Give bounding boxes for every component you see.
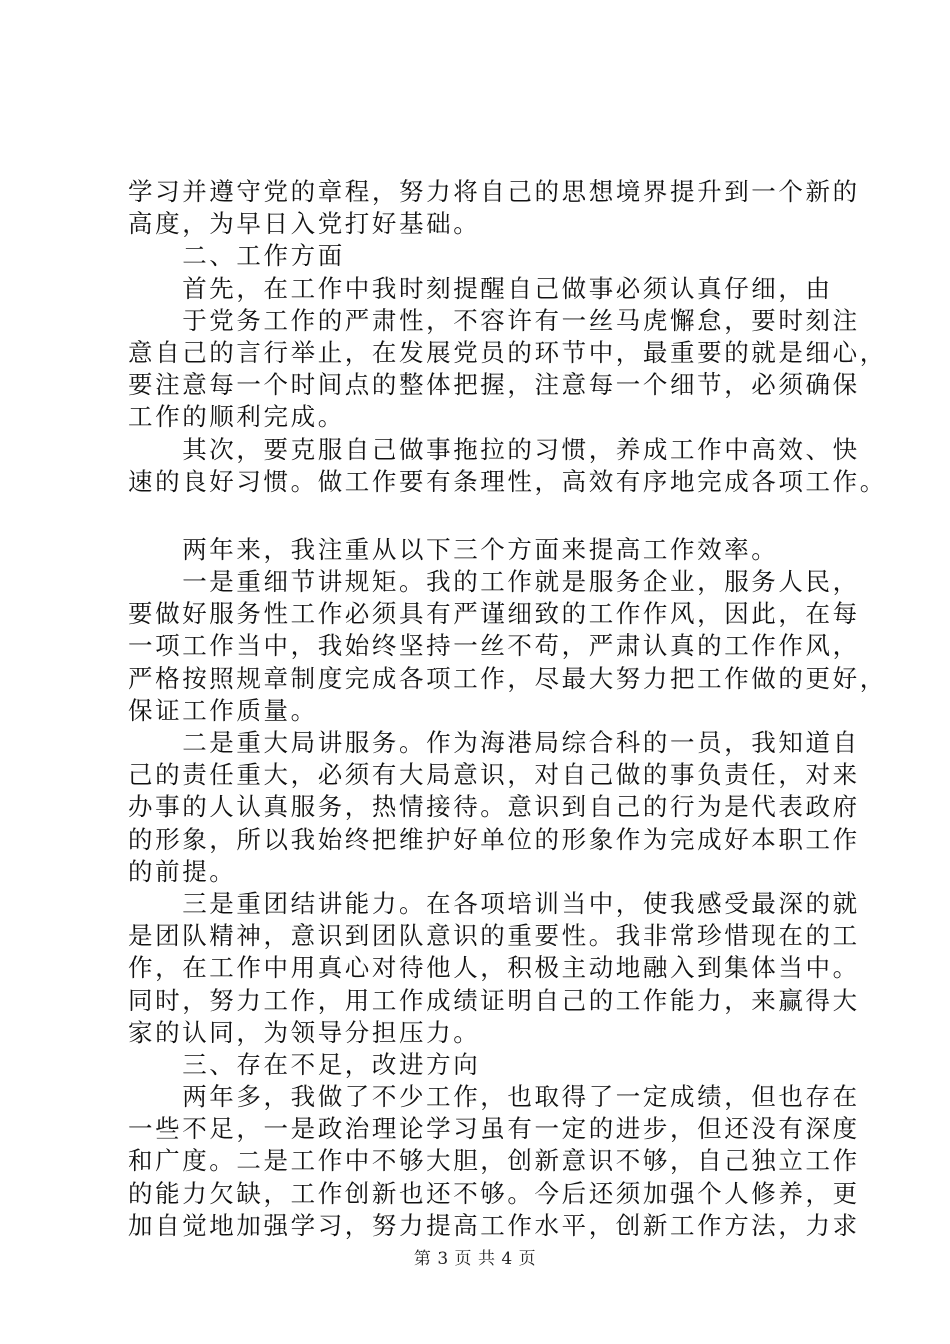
text-line: 首先，在工作中我时刻提醒自己做事必须认真仔细，由 <box>128 273 833 303</box>
text-line: 己的责任重大，必须有大局意识，对自己做的事负责任，对来 <box>128 760 860 790</box>
text-line: 要注意每一个时间点的整体把握，注意每一个细节，必须确保 <box>128 370 860 400</box>
text-line: 二是重大局讲服务。作为海港局综合科的一员，我知道自 <box>128 728 860 757</box>
text-line: 一是重细节讲规矩。我的工作就是服务企业，服务人民， <box>128 567 860 597</box>
text-line: 速的良好习惯。做工作要有条理性，高效有序地完成各项工作。 <box>128 466 887 496</box>
text-line: 的形象，所以我始终把维护好单位的形象作为完成好本职工作 <box>128 824 860 854</box>
section-heading: 三、存在不足，改进方向 <box>128 1049 481 1079</box>
text-line: 一项工作当中，我始终坚持一丝不苟，严肃认真的工作作风， <box>128 631 860 661</box>
text-line: 其次，要克服自己做事拖拉的习惯，养成工作中高效、快 <box>128 434 860 464</box>
text-line: 作，在工作中用真心对待他人，积极主动地融入到集体当中。 <box>128 953 860 983</box>
text-line: 同时，努力工作，用工作成绩证明自己的工作能力，来赢得大 <box>128 985 860 1015</box>
text-line: 保证工作质量。 <box>128 695 318 725</box>
page-number-footer: 第 3 页 共 4 页 <box>413 1249 537 1269</box>
section-heading: 二、工作方面 <box>128 241 345 271</box>
text-line: 和广度。二是工作中不够大胆，创新意识不够，自己独立工作 <box>128 1146 860 1176</box>
text-line: 三是重团结讲能力。在各项培训当中，使我感受最深的就 <box>128 888 860 918</box>
text-line: 意自己的言行举止，在发展党员的环节中，最重要的就是细心， <box>128 337 887 367</box>
text-line: 严格按照规章制度完成各项工作，尽最大努力把工作做的更好， <box>128 663 887 693</box>
document-body <box>128 176 887 1242</box>
text-line: 学习并遵守党的章程，努力将自己的思想境界提升到一个新的 <box>128 177 860 206</box>
text-line: 工作的顺利完成。 <box>128 402 345 432</box>
text-line: 一些不足，一是政治理论学习虽有一定的进步，但还没有深度 <box>128 1114 860 1144</box>
text-line: 的前提。 <box>128 856 237 886</box>
text-line: 是团队精神，意识到团队意识的重要性。我非常珍惜现在的工 <box>128 921 860 951</box>
text-line: 两年多，我做了不少工作，也取得了一定成绩，但也存在 <box>128 1082 860 1112</box>
paragraph-gap <box>128 498 848 534</box>
text-line: 办事的人认真服务，热情接待。意识到自己的行为是代表政府 <box>128 792 860 822</box>
text-line: 的能力欠缺，工作创新也还不够。今后还须加强个人修养，更 <box>128 1178 860 1208</box>
text-line: 两年来，我注重从以下三个方面来提高工作效率。 <box>128 534 779 564</box>
text-line: 家的认同，为领导分担压力。 <box>128 1017 481 1047</box>
text-line: 要做好服务性工作必须具有严谨细致的工作作风，因此，在每 <box>128 599 860 629</box>
text-line: 高度，为早日入党打好基础。 <box>128 209 481 239</box>
text-line: 于党务工作的严肃性，不容许有一丝马虎懈怠，要时刻注 <box>128 305 860 335</box>
text-line: 加自觉地加强学习，努力提高工作水平，创新工作方法，力求 <box>128 1210 860 1240</box>
